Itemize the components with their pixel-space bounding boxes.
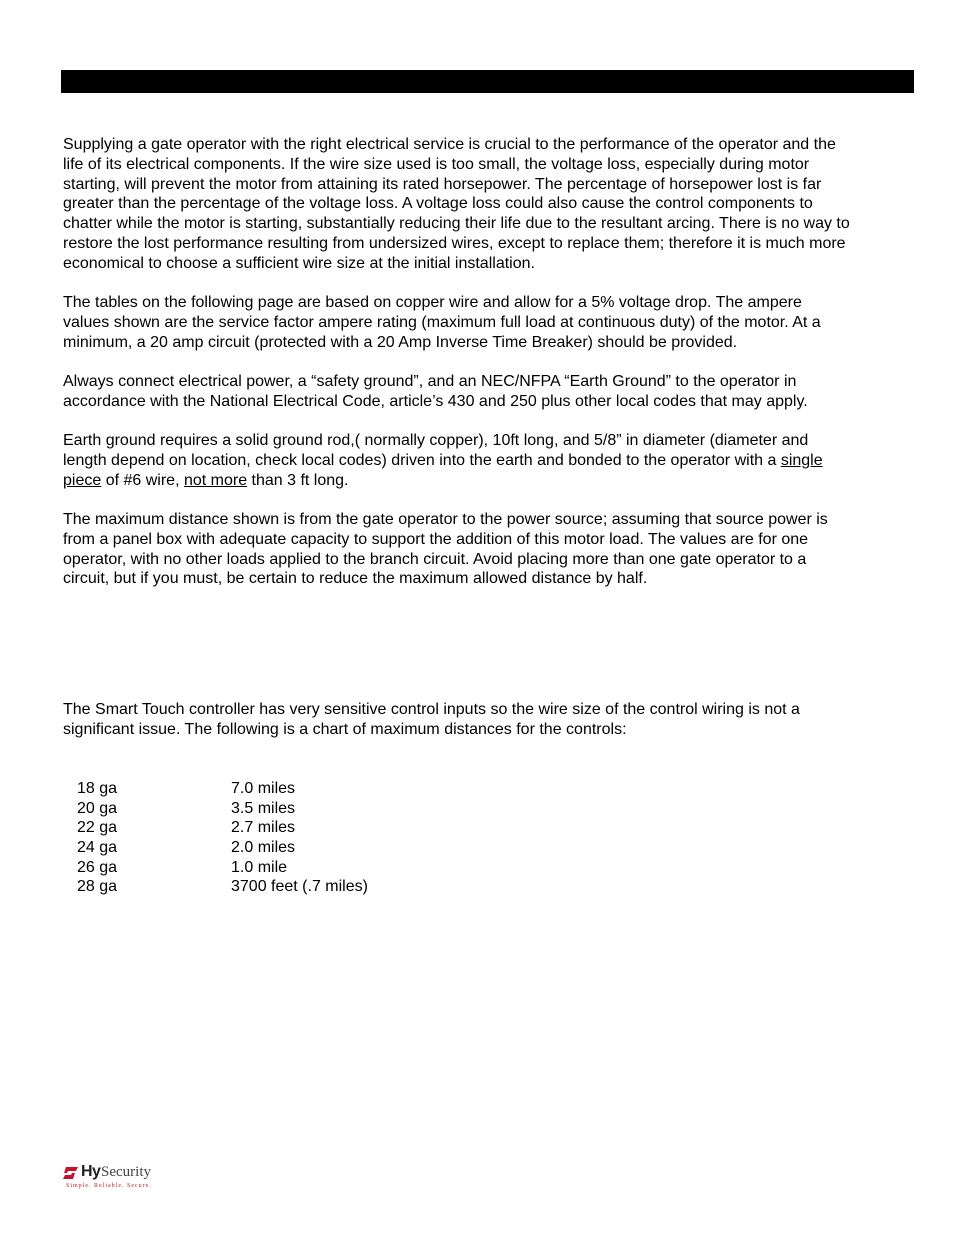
table-row [77, 799, 368, 819]
logo-tagline: Simple. Reliable. Secure. [66, 1183, 152, 1189]
gauge-cell: 24 ga [77, 839, 118, 857]
section-header-bar [61, 70, 914, 93]
gauge-cell: 18 ga [77, 780, 118, 797]
table-row [77, 779, 368, 799]
distance-cell: 2.7 miles [231, 819, 296, 837]
distance-cell: 3.5 miles [231, 799, 296, 817]
hysecurity-logo-mark-icon [63, 1166, 79, 1180]
logo-hy-text: Hy [81, 1163, 101, 1180]
distance-cell: 2.0 miles [231, 839, 296, 857]
logo-security-text: Security [101, 1164, 151, 1180]
gauge-cell: 28 ga [77, 878, 118, 896]
tables-note-paragraph: The tables on the following page are based on copper wire and allow for a 5% voltage drop. The ampere values shown are the service factor ampere rating (maximum full load at continuous duty) of the motor. At a minimum, a 20 amp circuit (protected with a 20 Amp Inverse Time Breaker) should be provided. [63, 294, 821, 351]
underline-not-more: not more [183, 471, 248, 489]
underline-piece: piece [63, 471, 102, 489]
distance-cell: 7.0 miles [231, 780, 296, 797]
table-row [77, 877, 368, 897]
underline-single: single [780, 451, 823, 469]
table-row [77, 858, 368, 878]
intro-paragraph: Supplying a gate operator with the right electrical service is crucial to the performance of the operator and the life of its electrical components. If the wire size used is too small, the voltage loss, especially during motor starting, will prevent the motor from attaining its rated horsepower. The percentage of horsepower lost is far greater than the percentage of the voltage loss. A voltage loss could also cause the control components to chatter while the motor is starting, substantially reducing their life due to the resultant arcing. There is no way to restore the lost performance resulting from undersized wires, except to replace them; therefore it is much more economical to choose a sufficient wire size at the initial installation. [63, 136, 850, 272]
max-distance-paragraph: The maximum distance shown is from the gate operator to the power source; assuming that source power is from a panel box with adequate capacity to support the addition of this motor load. The values are for one operator, with no other loads applied to the branch circuit. Avoid placing more than one gate operator to a circuit, but if you must, be certain to reduce the maximum allowed distance by half. [63, 511, 828, 588]
distance-cell: 1.0 mile [231, 858, 288, 876]
control-wire-distance-table [77, 779, 368, 897]
control-wiring-paragraph: The Smart Touch controller has very sensitive control inputs so the wire size of the control wiring is not a significant issue. The following is a chart of maximum distances for the controls: [63, 701, 800, 738]
gauge-cell: 20 ga [77, 799, 118, 817]
hysecurity-logo [63, 1163, 151, 1193]
distance-cell: 3700 feet (.7 miles) [231, 878, 368, 896]
earth-ground-paragraph: Earth ground requires a solid ground rod,( normally copper), 10ft long, and 5/8” in diameter (diameter and length depend on location, check local codes) driven into the earth and bonded to the operator with a single piece of #6 wire, not more than 3 ft long. [63, 432, 823, 489]
grounding-paragraph: Always connect electrical power, a “safety ground”, and an NEC/NFPA “Earth Ground” to the operator in accordance with the National Electrical Code, article’s 430 and 250 plus other local codes that may apply. [63, 373, 808, 410]
gauge-cell: 26 ga [77, 858, 118, 876]
table-row [77, 838, 368, 858]
table-row [77, 818, 368, 838]
gauge-cell: 22 ga [77, 819, 118, 837]
